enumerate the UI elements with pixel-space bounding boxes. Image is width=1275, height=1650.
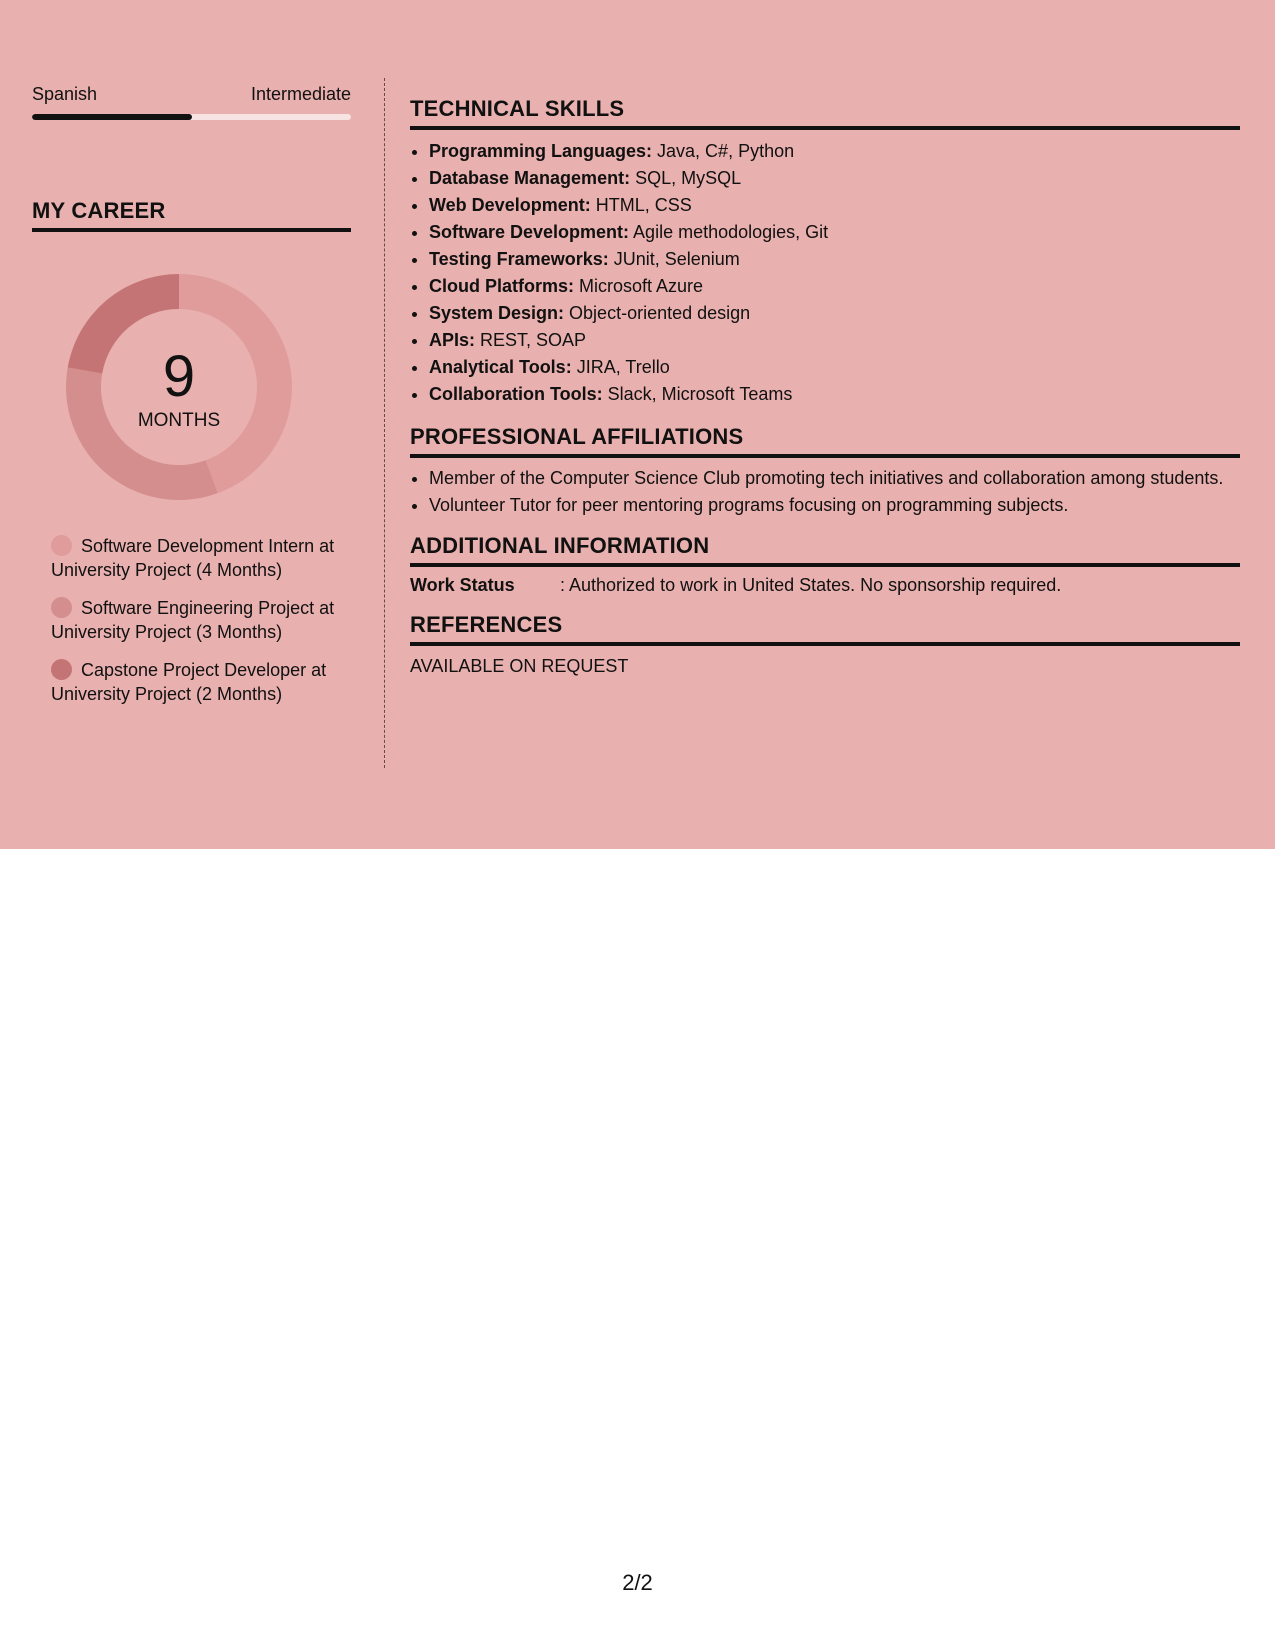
additional-info-heading: ADDITIONAL INFORMATION — [410, 533, 1240, 567]
work-status-value: : Authorized to work in United States. No sponsorship required. — [560, 575, 1062, 595]
career-donut-chart — [66, 274, 292, 500]
skills-list — [410, 138, 1240, 408]
skill-value: Java, C#, Python — [652, 141, 795, 161]
language-name: Spanish — [32, 84, 98, 104]
skill-label: Web Development: — [429, 195, 591, 215]
skill-label: Software Development: — [429, 222, 630, 242]
skill-value: Object-oriented design — [564, 303, 751, 323]
donut-total-value: 9 — [162, 344, 196, 409]
affiliations-heading: PROFESSIONAL AFFILIATIONS — [410, 424, 1240, 458]
skill-item — [429, 273, 1240, 300]
right-column — [410, 78, 1240, 677]
skill-value: Agile methodologies, Git — [629, 222, 829, 242]
skills-heading: TECHNICAL SKILLS — [410, 96, 1240, 130]
skill-label: APIs: — [429, 330, 476, 350]
left-column — [32, 78, 351, 720]
column-divider — [384, 78, 385, 768]
skill-value: SQL, MySQL — [630, 168, 742, 188]
skill-value: Slack, Microsoft Teams — [602, 384, 793, 404]
legend-dot-icon — [51, 659, 72, 680]
references-heading: REFERENCES — [410, 612, 1240, 646]
language-level-fill — [32, 114, 192, 120]
language-row — [32, 84, 351, 105]
work-status-row — [410, 575, 1240, 596]
skill-label: Collaboration Tools: — [429, 384, 603, 404]
skill-label: Testing Frameworks: — [429, 249, 609, 269]
skill-value: JIRA, Trello — [571, 357, 670, 377]
skill-item — [429, 327, 1240, 354]
page-number: 2/2 — [622, 1570, 653, 1595]
skill-value: HTML, CSS — [590, 195, 692, 215]
language-level: Intermediate — [250, 84, 351, 104]
skill-item — [429, 300, 1240, 327]
affiliation-item: • Volunteer Tutor for peer mentoring programs focusing on programming subjects. — [429, 493, 1240, 517]
work-status-label: Work Status — [410, 575, 515, 595]
skill-value: JUnit, Selenium — [608, 249, 740, 269]
career-legend — [32, 534, 341, 706]
legend-dot-icon — [51, 535, 72, 556]
career-heading: MY CAREER — [32, 198, 351, 232]
skill-label: System Design: — [429, 303, 565, 323]
skill-item — [429, 192, 1240, 219]
skill-item — [429, 138, 1240, 165]
donut-center — [66, 274, 292, 500]
legend-label: Software Engineering Project at University Project (3 Months) — [51, 598, 335, 642]
skill-value: Microsoft Azure — [574, 276, 704, 296]
legend-label: Software Development Intern at University Project (4 Months) — [51, 536, 335, 580]
skill-item — [429, 246, 1240, 273]
legend-item — [51, 534, 341, 582]
skill-value: REST, SOAP — [475, 330, 587, 350]
skill-label: Programming Languages: — [429, 141, 653, 161]
affiliation-item: • Member of the Computer Science Club promoting tech initiatives and collaboration among students. — [429, 466, 1240, 490]
donut-total-unit: MONTHS — [137, 410, 221, 431]
language-level-bar — [32, 114, 351, 120]
skill-label: Database Management: — [429, 168, 631, 188]
references-text: AVAILABLE ON REQUEST — [410, 656, 629, 676]
affiliations-list — [410, 466, 1240, 517]
skill-item — [429, 381, 1240, 408]
legend-item — [51, 596, 341, 644]
skill-label: Cloud Platforms: — [429, 276, 575, 296]
skill-item — [429, 165, 1240, 192]
skill-item — [429, 354, 1240, 381]
legend-label: Capstone Project Developer at University Project (2 Months) — [51, 660, 327, 704]
skill-label: Analytical Tools: — [429, 357, 572, 377]
legend-item — [51, 658, 341, 706]
skill-item — [429, 219, 1240, 246]
legend-dot-icon — [51, 597, 72, 618]
